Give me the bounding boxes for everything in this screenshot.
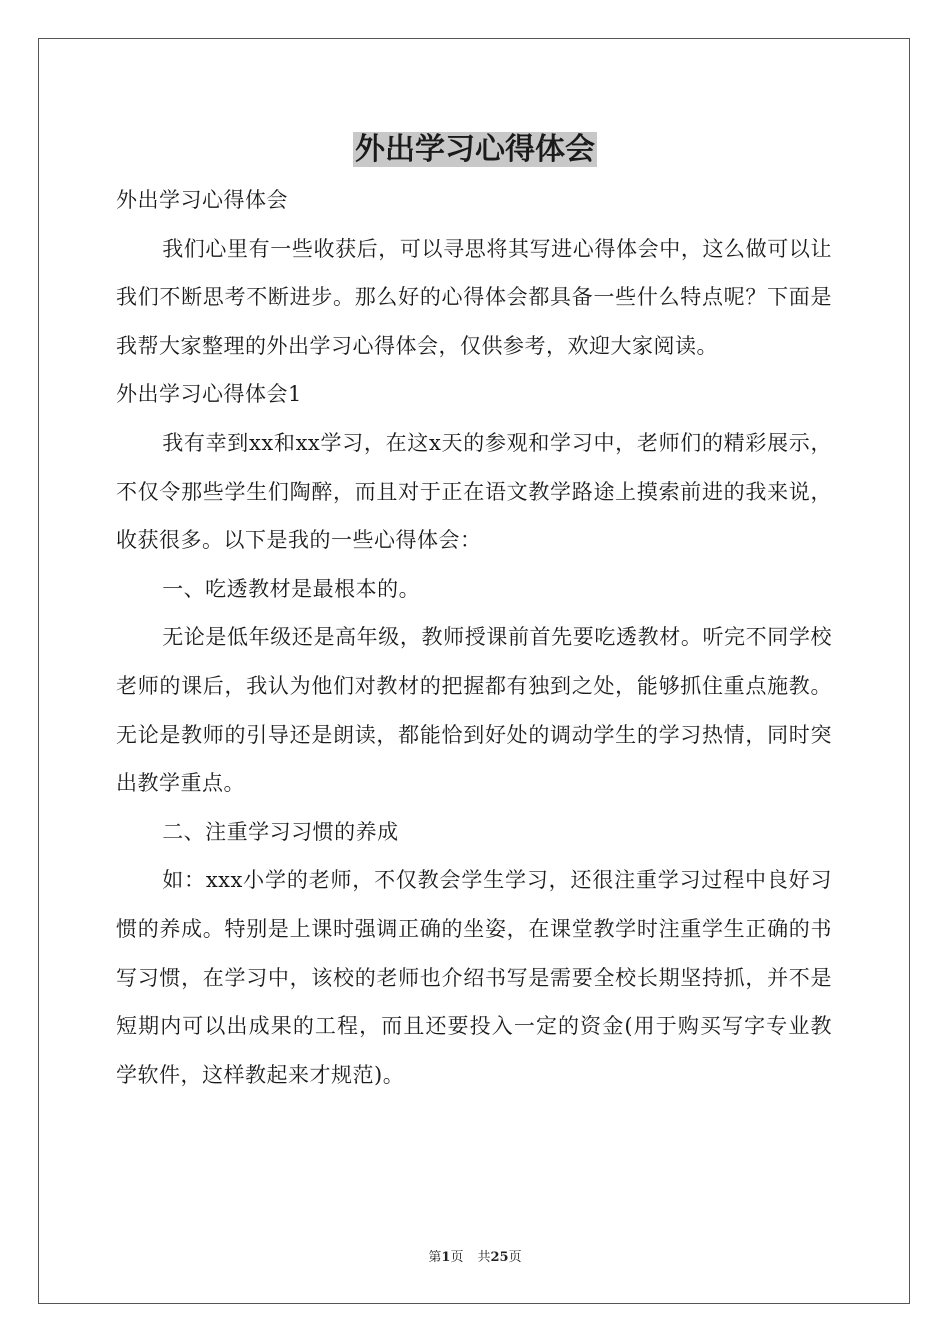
section-heading-1: 外出学习心得体会1	[116, 382, 302, 407]
body-paragraph: 无论是低年级还是高年级，教师授课前首先要吃透教材。听完不同学校老师的课后，我认为他们对教材的把握都有独到之处，能够抓住重点施教。无论是教师的引导还是朗读，都能恰到好处的调动学生的学习热情，同时突出教学重点。	[116, 625, 832, 796]
total-suffix: 页	[508, 1250, 522, 1265]
intro-paragraph: 我们心里有一些收获后，可以寻思将其写进心得体会中，这么做可以让我们不断思考不断进步。那么好的心得体会都具备一些什么特点呢？下面是我帮大家整理的外出学习心得体会，仅供参考，欢迎大家阅读。	[116, 236, 832, 358]
document-body	[116, 176, 832, 1099]
page-prefix: 第	[428, 1250, 442, 1265]
document-title	[0, 124, 950, 176]
point-heading-1: 一、吃透教材是最根本的。	[162, 576, 421, 601]
subtitle-paragraph: 外出学习心得体会	[116, 188, 288, 212]
body-paragraph: 如：xxx小学的老师，不仅教会学生学习，还很注重学习过程中良好习惯的养成。特别是上课时强调正确的坐姿，在课堂教学时注重学生正确的书写习惯，在学习中，该校的老师也介绍书写是需要全校长期坚持抓，并不是短期内可以出成果的工程，而且还要投入一定的资金(用于购买写字专业教学软件，这样教起来才规范)。	[116, 868, 832, 1087]
document-title-text: 外出学习心得体会	[355, 132, 595, 167]
point-heading-2: 二、注重学习习惯的养成	[162, 819, 399, 844]
page-footer	[0, 1246, 950, 1265]
total-prefix: 共	[477, 1250, 491, 1265]
page-current: 1	[441, 1250, 451, 1265]
page-total: 25	[490, 1250, 509, 1265]
page-suffix: 页	[450, 1250, 464, 1265]
body-paragraph: 我有幸到xx和xx学习，在这x天的参观和学习中，老师们的精彩展示，不仅令那些学生们陶醉，而且对于正在语文教学路途上摸索前进的我来说，收获很多。以下是我的一些心得体会：	[116, 430, 832, 553]
